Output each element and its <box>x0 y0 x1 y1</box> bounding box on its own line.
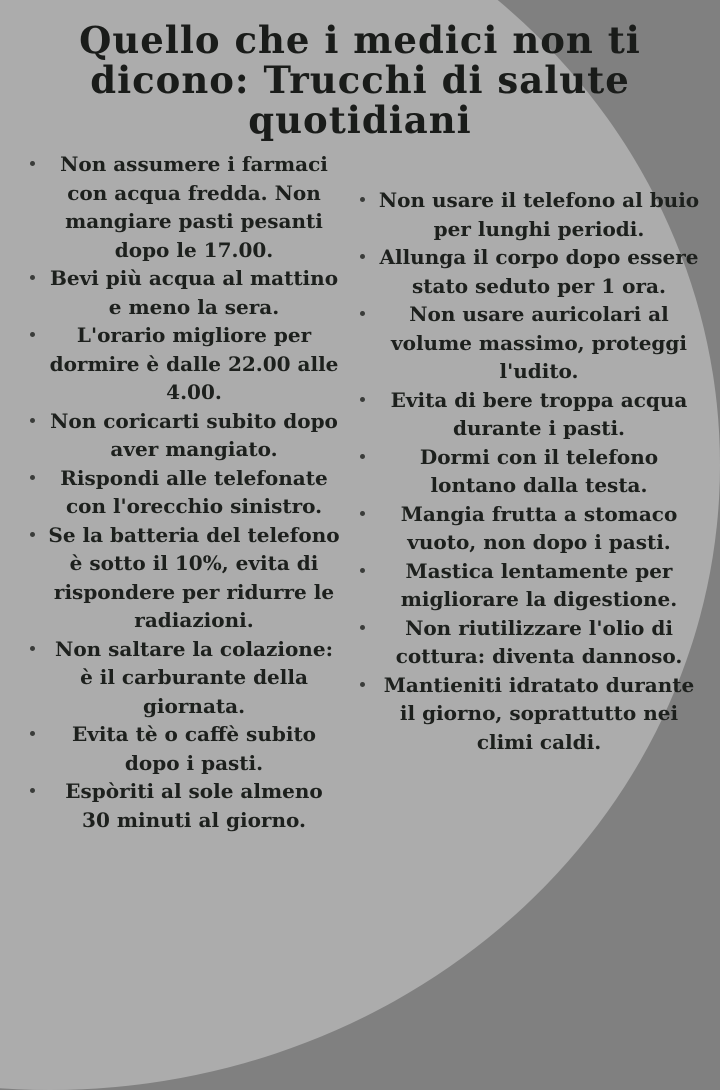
tip-item: Rispondi alle telefonate con l'orecchio sinistro. <box>30 464 340 521</box>
tip-item: Non usare auricolari al volume massimo, proteggi l'udito. <box>360 300 700 386</box>
bullet-icon <box>30 161 35 166</box>
tip-item: Non saltare la colazione: è il carburante della giornata. <box>30 635 340 721</box>
bullet-icon <box>30 475 35 480</box>
tip-item: Non usare il telefono al buio per lunghi periodi. <box>360 186 700 243</box>
tip-item: Mastica lentamente per migliorare la digestione. <box>360 557 700 614</box>
left-tips-column <box>30 150 340 834</box>
tip-item: Espòriti al sole almeno 30 minuti al giorno. <box>30 777 340 834</box>
bullet-icon <box>360 397 365 402</box>
bullet-icon <box>360 511 365 516</box>
tip-item: Se la batteria del telefono è sotto il 10%, evita di rispondere per ridurre le radiazioni. <box>30 521 340 635</box>
bullet-icon <box>360 311 365 316</box>
bullet-icon <box>360 454 365 459</box>
tip-item: Evita tè o caffè subito dopo i pasti. <box>30 720 340 777</box>
tip-item: L'orario migliore per dormire è dalle 22.00 alle 4.00. <box>30 321 340 407</box>
tip-item: Bevi più acqua al mattino e meno la sera. <box>30 264 340 321</box>
bullet-icon <box>30 332 35 337</box>
bullet-icon <box>360 197 365 202</box>
tip-item: Non coricarti subito dopo aver mangiato. <box>30 407 340 464</box>
bullet-icon <box>360 568 365 573</box>
bullet-icon <box>30 731 35 736</box>
tip-item: Mantieniti idratato durante il giorno, soprattutto nei climi caldi. <box>360 671 700 757</box>
tip-item: Allunga il corpo dopo essere stato seduto per 1 ora. <box>360 243 700 300</box>
tip-item: Non riutilizzare l'olio di cottura: diventa dannoso. <box>360 614 700 671</box>
bullet-icon <box>30 418 35 423</box>
bullet-icon <box>360 682 365 687</box>
right-tips-column <box>360 186 700 756</box>
tip-item: Dormi con il telefono lontano dalla testa. <box>360 443 700 500</box>
bullet-icon <box>360 625 365 630</box>
page-title: Quello che i medici non ti dicono: Trucchi di salute quotidiani <box>79 18 641 142</box>
bullet-icon <box>360 254 365 259</box>
tip-item: Non assumere i farmaci con acqua fredda. Non mangiare pasti pesanti dopo le 17.00. <box>30 150 340 264</box>
bullet-icon <box>30 275 35 280</box>
bullet-icon <box>30 646 35 651</box>
bullet-icon <box>30 532 35 537</box>
tip-item: Evita di bere troppa acqua durante i pasti. <box>360 386 700 443</box>
bullet-icon <box>30 788 35 793</box>
tip-item: Mangia frutta a stomaco vuoto, non dopo i pasti. <box>360 500 700 557</box>
